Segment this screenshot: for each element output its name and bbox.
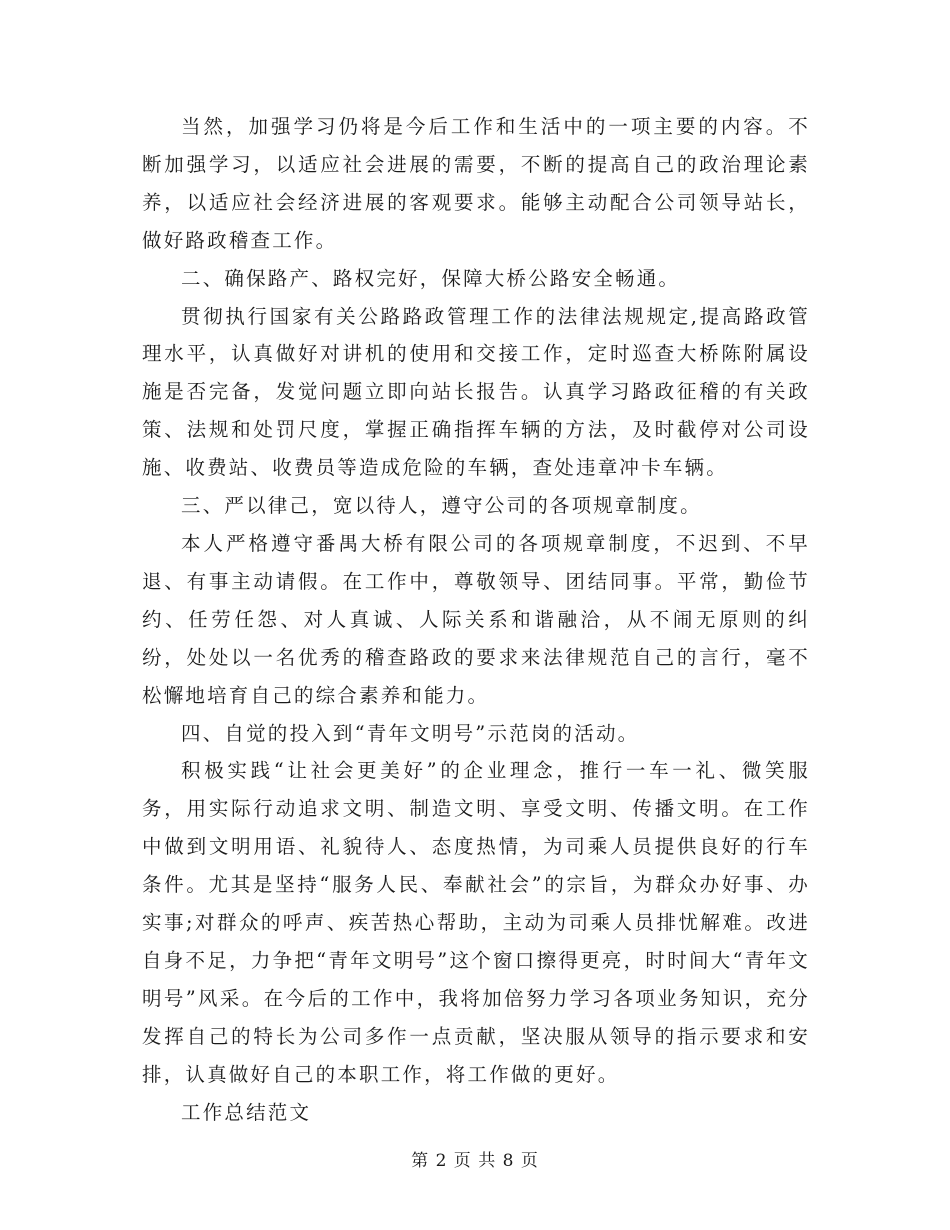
paragraph-discipline: 本人严格遵守番禺大桥有限公司的各项规章制度，不迟到、不早退、有事主动请假。在工作中，尊敬领导、团结同事。平常，勤俭节约、任劳任怨、对人真诚、人际关系和谐融洽，从不闹无原则的纠纷，处处以一名优秀的稽查路政的要求来法律规范自己的言行，毫不松懈地培育自己的综合素养和能力。 (142, 531, 810, 707)
heading-section-3: 三、严以律己，宽以待人，遵守公司的各项规章制度。 (181, 494, 702, 518)
paragraph-study: 当然，加强学习仍将是今后工作和生活中的一项主要的内容。不断加强学习，以适应社会进展的需要，不断的提高自己的政治理论素养，以适应社会经济进展的客观要求。能够主动配合公司领导站长，做好路政稽查工作。 (142, 115, 810, 252)
heading-section-4: 四、自觉的投入到“青年文明号”示范岗的活动。 (181, 721, 640, 745)
paragraph-road-administration: 贯彻执行国家有关公路路政管理工作的法律法规规定,提高路政管理水平，认真做好对讲机的使用和交接工作，定时巡查大桥陈附属设施是否完备，发觉问题立即向站长报告。认真学习路政征稽的有关政策、法规和处罚尺度，掌握正确指挥车辆的方法，及时截停对公司设施、收费站、收费员等造成危险的车辆，查处违章冲卡车辆。 (142, 304, 810, 480)
document-body (142, 108, 810, 1131)
heading-section-2: 二、确保路产、路权完好，保障大桥公路安全畅通。 (181, 266, 681, 290)
paragraph-civilization: 积极实践“让社会更美好”的企业理念，推行一车一礼、微笑服务，用实际行动追求文明、制造文明、享受文明、传播文明。在工作中做到文明用语、礼貌待人、态度热情，为司乘人员提供良好的行车条件。尤其是坚持“服务人民、奉献社会”的宗旨，为群众办好事、办实事;对群众的呼声、疾苦热心帮助，主动为司乘人员排忧解难。改进自身不足，力争把“青年文明号”这个窗口擦得更亮，时时间大“青年文明号”风采。在今后的工作中，我将加倍努力学习各项业务知识，充分发挥自己的特长为公司多作一点贡献，坚决服从领导的指示要求和安排，认真做好自己的本职工作，将工作做的更好。 (142, 759, 810, 1086)
page-number-footer: 第 2 页 共 8 页 (411, 1151, 539, 1171)
paragraph-summary-title: 工作总结范文 (181, 1100, 312, 1124)
